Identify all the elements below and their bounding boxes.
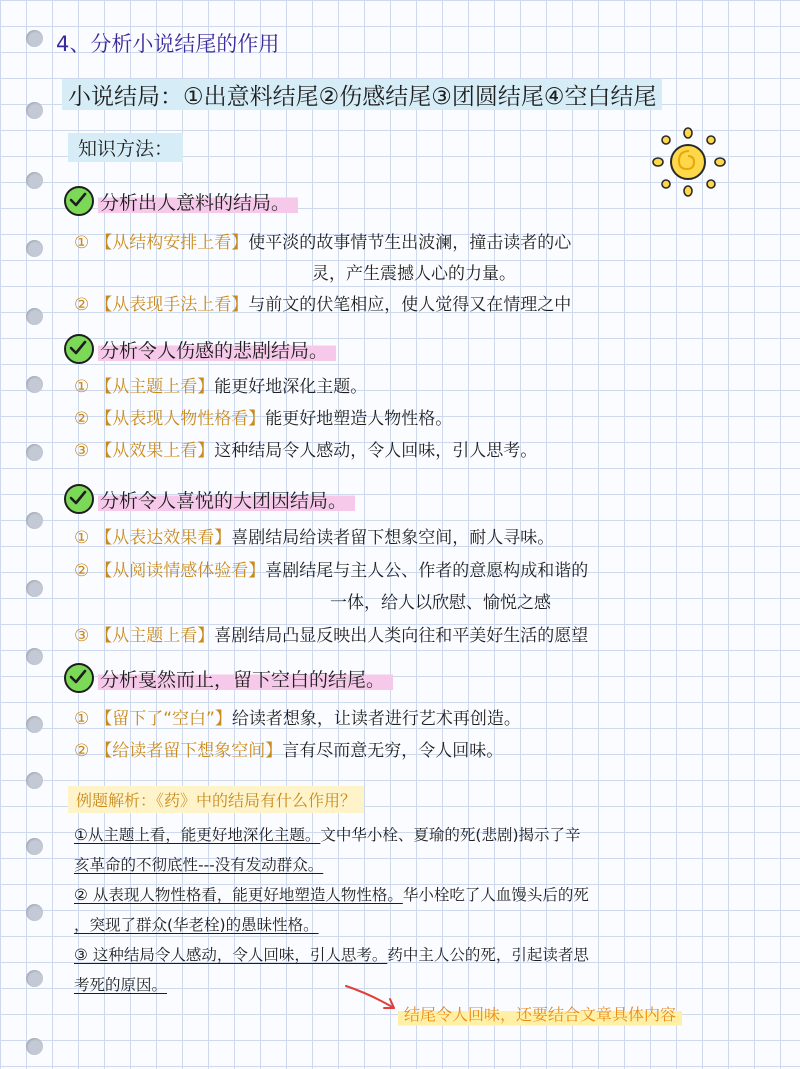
item-aspect: 【从主题上看】 [95,626,215,646]
ending-types-list: ①出意料结尾②伤感结尾③团圆结尾④空白结尾 [183,84,657,110]
binder-hole [26,716,43,733]
checkmark-icon [64,663,94,693]
item-text: 喜剧结尾与主人公、作者的意愿构成和谐的 [265,561,589,581]
item-aspect: 【从主题上看】 [95,377,215,397]
example-line-main: 亥革命的不彻底性---没有发动群众。 [74,856,324,874]
item-number: ② [74,561,90,581]
example-line-main: 考死的原因。 [74,976,168,994]
example-line [74,883,589,905]
sun-icon [648,126,732,198]
example-line [74,853,323,875]
item-number: ① [74,709,90,729]
example-line [74,913,319,935]
binder-holes [26,0,46,1069]
example-line-main: ② 从表现人物性格看，能更好地塑造人物性格。 [74,886,403,904]
arrow-icon [340,980,400,1016]
example-line-main: ③ 这种结局令人感动，令人回味，引人思考。 [74,946,388,964]
item-number: ② [74,409,90,429]
checkmark-icon [64,484,94,514]
binder-hole [26,512,43,529]
section-heading-text: 分析戛然而止，留下空白的结尾。 [98,665,393,692]
example-line-main: ①从主题上看，能更好地深化主题。 [74,826,321,844]
section-heading-3 [64,484,355,514]
list-item [74,436,537,461]
binder-hole [26,1038,43,1055]
item-text: 喜剧结局凸显反映出人类向往和平美好生活的愿望 [214,626,589,646]
binder-hole [26,838,43,855]
binder-hole [26,444,43,461]
binder-hole [26,580,43,597]
item-text: 这种结局令人感动，令人回味，引人思考。 [214,441,538,461]
list-item [74,736,503,761]
checkmark-icon [64,334,94,364]
list-item [74,228,571,253]
example-line-rest: 华小栓吃了人血馒头后的死 [402,886,589,904]
example-line-main: ，突现了群众(华老栓)的愚昧性格。 [74,916,319,934]
item-text: 能更好地塑造人物性格。 [265,409,453,429]
list-item [74,704,521,729]
example-line [74,823,581,845]
binder-hole [26,648,43,665]
item-number: ③ [74,626,90,646]
binder-hole [26,240,43,257]
item-number: ① [74,233,90,253]
item-aspect: 【从表现手法上看】 [95,295,249,315]
section-heading-4 [64,663,393,693]
item-number: ① [74,528,90,548]
binder-hole [26,376,43,393]
note-text: 结尾令人回味，还要结合文章具体内容 [398,1000,682,1027]
section-heading-1 [64,186,298,216]
item-number: ③ [74,441,90,461]
ending-types-label: 小说结局： [68,84,183,110]
example-line [74,943,589,965]
section-heading-2 [64,334,336,364]
item-aspect: 【从效果上看】 [95,441,215,461]
binder-hole [26,102,43,119]
binder-hole [26,172,43,189]
checkmark-icon [64,186,94,216]
binder-hole [26,772,43,789]
item-continuation: 一体，给人以欣慰、愉悦之感 [330,593,551,613]
binder-hole [26,904,43,921]
binder-hole [26,308,43,325]
list-item [74,556,588,581]
item-number: ① [74,377,90,397]
item-number: ② [74,741,90,761]
item-text: 使平淡的故事情节生出波澜，撞击读者的心 [248,233,572,253]
ending-types-row [62,76,662,113]
section-heading-text: 分析令人伤感的悲剧结局。 [98,336,336,363]
page-title: 4、分析小说结尾的作用 [56,32,280,56]
item-text: 喜剧结局给读者留下想象空间，耐人寻味。 [231,528,555,548]
item-text: 言有尽而意无穷，令人回味。 [282,741,504,761]
list-item [74,404,452,429]
item-text: 给读者想象，让读者进行艺术再创造。 [231,709,521,729]
item-aspect: 【留下了“空白”】 [95,709,232,729]
item-aspect: 【从表现人物性格看】 [95,409,266,429]
list-item [74,621,588,646]
item-text: 与前文的伏笔相应，使人觉得又在情理之中 [248,295,572,315]
item-continuation: 灵，产生震撼人心的力量。 [312,264,516,284]
binder-hole [26,30,43,47]
item-text: 能更好地深化主题。 [214,377,368,397]
item-aspect: 【从表达效果看】 [95,528,232,548]
item-aspect: 【从阅读情感体验看】 [95,561,266,581]
list-item [74,290,571,315]
item-aspect: 【给读者留下想象空间】 [95,741,283,761]
method-label: 知识方法： [68,130,183,165]
list-item [74,372,367,397]
example-line [74,973,167,995]
item-number: ② [74,295,90,315]
item-aspect: 【从结构安排上看】 [95,233,249,253]
example-title: 例题解析：《药》中的结局有什么作用？ [68,786,364,813]
section-heading-text: 分析出人意料的结局。 [98,188,298,215]
example-line-rest: 药中主人公的死，引起读者思 [387,946,589,964]
section-heading-text: 分析令人喜悦的大团因结局。 [98,486,355,513]
example-line-rest: 文中华小栓、夏瑜的死(悲剧)揭示了辛 [320,826,581,844]
list-item [74,523,554,548]
binder-hole [26,970,43,987]
